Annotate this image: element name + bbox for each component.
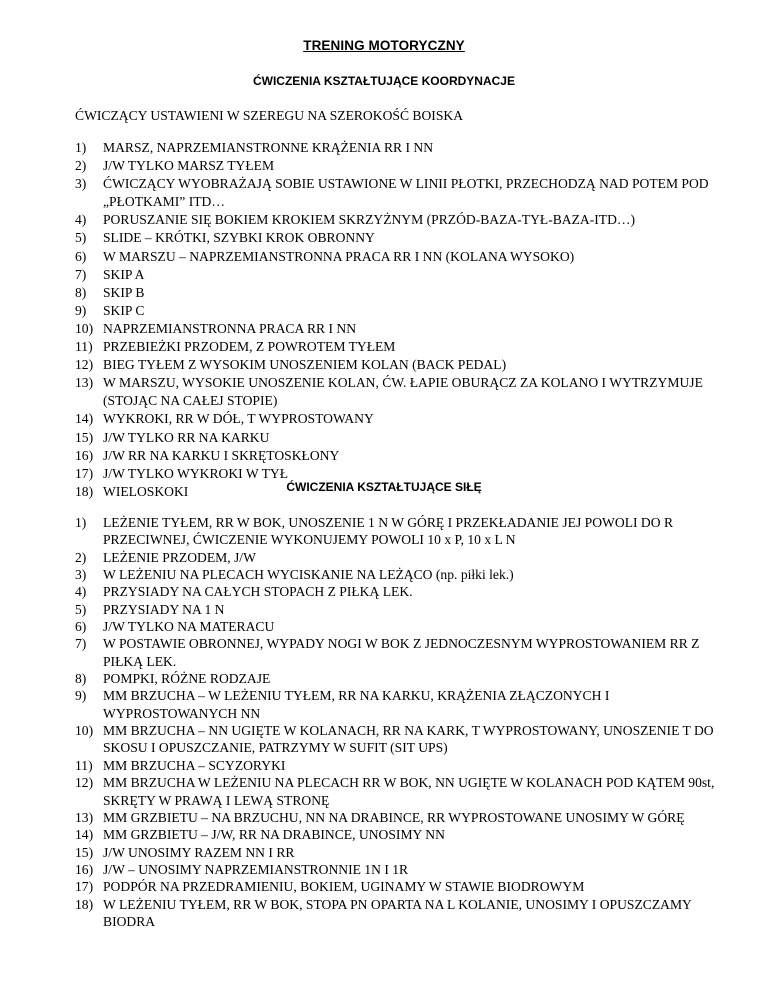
list-item-number: 12) (75, 357, 94, 373)
list-item (75, 302, 735, 320)
list-item-text: MM BRZUCHA W LEŻENIU NA PLECACH RR W BOK, NN UGIĘTE W KOLANACH POD KĄTEM 90st, SKRĘTY W PRAWĄ I LEWĄ STRONĘ (103, 775, 715, 808)
list-item-text: J/W TYLKO RR NA KARKU (103, 429, 270, 445)
list-item-number: 15) (75, 844, 94, 860)
list-item-text: MM BRZUCHA – W LEŻENIU TYŁEM, RR NA KARKU, KRĄŻENIA ZŁĄCZONYCH I WYPROSTOWANYCH NN (103, 688, 610, 721)
list-item (75, 635, 735, 670)
list-item (75, 687, 735, 722)
list-item-text: MM BRZUCHA – SCYZORYKI (103, 757, 286, 773)
list-item-text: J/W TYLKO WYKROKI W TYŁ (103, 465, 289, 481)
list-item-number: 10) (75, 723, 94, 739)
list-item (75, 429, 735, 447)
list-item-number: 14) (75, 411, 94, 427)
list-item-text: MARSZ, NAPRZEMIANSTRONNE KRĄŻENIA RR I NN (103, 140, 434, 155)
list-item (75, 284, 735, 302)
list-item (75, 374, 735, 410)
section-heading-strength: ĆWICZENIA KSZTAŁTUJĄCE SIŁĘ (286, 480, 482, 494)
list-item (75, 229, 735, 247)
list-item-text: WYKROKI, RR W DÓŁ, T WYPROSTOWANY (103, 411, 374, 427)
list-item-text: J/W UNOSIMY RAZEM NN I RR (103, 844, 295, 860)
list-item-text: MM BRZUCHA – NN UGIĘTE W KOLANACH, RR NA KARK, T WYPROSTOWANY, UNOSZENIE T DO SKOSU I OPUSZCZANIE, PATRZYMY W SUFIT (SIT UPS) (103, 723, 714, 756)
list-item-text: W MARSZU, WYSOKIE UNOSZENIE KOLAN, ĆW. ŁAPIE OBURĄCZ ZA KOLANO I WYTRZYMUJE (STOJĄC NA CAŁEJ STOPIE) (103, 375, 703, 409)
list-item (75, 601, 735, 618)
list-item-number: 6) (75, 619, 87, 635)
list-item (75, 722, 735, 757)
list-item-number: 3) (75, 567, 87, 583)
list-item-text: J/W – UNOSIMY NAPRZEMIANSTRONNIE 1N I 1R (103, 861, 409, 877)
list-item-number: 17) (75, 879, 94, 895)
coordination-exercise-list (75, 139, 735, 501)
list-item-text: W MARSZU – NAPRZEMIANSTRONNA PRACA RR I NN (KOLANA WYSOKO) (103, 248, 575, 264)
list-item-number: 7) (75, 266, 87, 282)
list-item-number: 18) (75, 483, 94, 499)
list-item-number: 4) (75, 584, 87, 600)
list-item-text: WIELOSKOKI (103, 483, 189, 499)
list-item-text: J/W RR NA KARKU I SKRĘTOSKŁONY (103, 447, 340, 463)
document-title: TRENING MOTORYCZNY (303, 38, 465, 53)
list-item-text: PRZYSIADY NA CAŁYCH STOPACH Z PIŁKĄ LEK. (103, 584, 413, 600)
list-item-text: SKIP B (103, 284, 145, 300)
list-item-number: 8) (75, 284, 87, 300)
list-item-text: MM GRZBIETU – J/W, RR NA DRABINCE, UNOSIMY NN (103, 827, 445, 843)
list-item-number: 1) (75, 515, 87, 530)
list-item-number: 5) (75, 230, 87, 246)
list-item-number: 10) (75, 320, 94, 336)
list-item-text: SLIDE – KRÓTKI, SZYBKI KROK OBRONNY (103, 230, 375, 246)
list-item-text: LEŻENIE PRZODEM, J/W (103, 549, 256, 565)
list-item (75, 583, 735, 600)
list-item (75, 549, 735, 566)
list-item (75, 861, 735, 878)
list-item-text: W POSTAWIE OBRONNEJ, WYPADY NOGI W BOK Z JEDNOCZESNYM WYPROSTOWANIEM RR Z PIŁKĄ LEK. (103, 636, 700, 669)
list-item (75, 774, 735, 809)
list-item-text: J/W TYLKO NA MATERACU (103, 619, 275, 635)
list-item-text: PRZYSIADY NA 1 N (103, 601, 225, 617)
list-item (75, 878, 735, 895)
list-item-number: 9) (75, 302, 87, 318)
list-item-number: 7) (75, 636, 87, 652)
list-item (75, 248, 735, 266)
list-item-number: 16) (75, 447, 94, 463)
list-item-number: 13) (75, 375, 94, 391)
section-heading-coordination: ĆWICZENIA KSZTAŁTUJĄCE KOORDYNACJE (252, 74, 515, 88)
list-item (75, 338, 735, 356)
list-item (75, 356, 735, 374)
list-item (75, 826, 735, 843)
list-item (75, 139, 735, 157)
list-item-text: ĆWICZĄCY WYOBRAŻAJĄ SOBIE USTAWIONE W LINII PŁOTKI, PRZECHODZĄ NAD POTEM POD „PŁOTKAMI” ITD… (103, 176, 709, 210)
list-item (75, 514, 735, 549)
list-item-number: 12) (75, 775, 94, 791)
list-item-number: 5) (75, 601, 87, 617)
list-item-text: W LEŻENIU TYŁEM, RR W BOK, STOPA PN OPARTA NA L KOLANIE, UNOSIMY I OPUSZCZAMY BIODRA (103, 896, 692, 929)
list-item-number: 4) (75, 212, 87, 228)
list-item-number: 3) (75, 176, 87, 192)
list-item-text: PODPÓR NA PRZEDRAMIENIU, BOKIEM, UGINAMY W STAWIE BIODROWYM (103, 879, 585, 895)
list-item-text: LEŻENIE TYŁEM, RR W BOK, UNOSZENIE 1 N W GÓRĘ I PRZEKŁADANIE JEJ POWOLI DO R PRZECIWNEJ, ĆWICZENIE WYKONUJEMY POWOLI 10 x P, 10 x L N (103, 515, 674, 548)
section-intro: ĆWICZĄCY USTAWIENI W SZEREGU NA SZEROKOŚĆ BOISKA (75, 108, 464, 123)
list-item-number: 11) (75, 339, 93, 355)
list-item (75, 320, 735, 338)
list-item-text: MM GRZBIETU – NA BRZUCHU, NN NA DRABINCE, RR WYPROSTOWANE UNOSIMY W GÓRĘ (103, 809, 685, 825)
list-item-number: 18) (75, 896, 94, 912)
list-item-number: 2) (75, 158, 87, 174)
list-item (75, 618, 735, 635)
list-item-number: 8) (75, 671, 87, 687)
list-item-text: PRZEBIEŻKI PRZODEM, Z POWROTEM TYŁEM (103, 339, 396, 355)
list-item-text: J/W TYLKO MARSZ TYŁEM (103, 158, 275, 174)
list-item (75, 809, 735, 826)
list-item-text: PORUSZANIE SIĘ BOKIEM KROKIEM SKRZYŻNYM (PRZÓD-BAZA-TYŁ-BAZA-ITD…) (103, 212, 636, 228)
list-item-number: 9) (75, 688, 87, 704)
list-item-text: NAPRZEMIANSTRONNA PRACA RR I NN (103, 320, 357, 336)
list-item (75, 211, 735, 229)
list-item-number: 11) (75, 757, 93, 773)
list-item-number: 17) (75, 465, 94, 481)
list-item (75, 757, 735, 774)
list-item (75, 896, 735, 931)
list-item-number: 1) (75, 140, 87, 155)
list-item (75, 266, 735, 284)
list-item-number: 13) (75, 809, 94, 825)
list-item-number: 6) (75, 248, 87, 264)
list-item (75, 447, 735, 465)
list-item (75, 670, 735, 687)
strength-exercise-list (75, 514, 735, 930)
list-item-number: 16) (75, 861, 94, 877)
list-item-text: W LEŻENIU NA PLECACH WYCISKANIE NA LEŻĄCO (np. piłki lek.) (103, 567, 514, 583)
list-item-number: 15) (75, 429, 94, 445)
list-item-number: 14) (75, 827, 94, 843)
list-item (75, 844, 735, 861)
list-item-text: SKIP C (103, 302, 145, 318)
list-item-text: BIEG TYŁEM Z WYSOKIM UNOSZENIEM KOLAN (BACK PEDAL) (103, 357, 507, 373)
list-item (75, 175, 735, 211)
list-item-text: POMPKI, RÓŻNE RODZAJE (103, 671, 271, 687)
list-item (75, 410, 735, 428)
list-item-number: 2) (75, 549, 87, 565)
list-item (75, 566, 735, 583)
list-item-text: SKIP A (103, 266, 145, 282)
list-item (75, 157, 735, 175)
